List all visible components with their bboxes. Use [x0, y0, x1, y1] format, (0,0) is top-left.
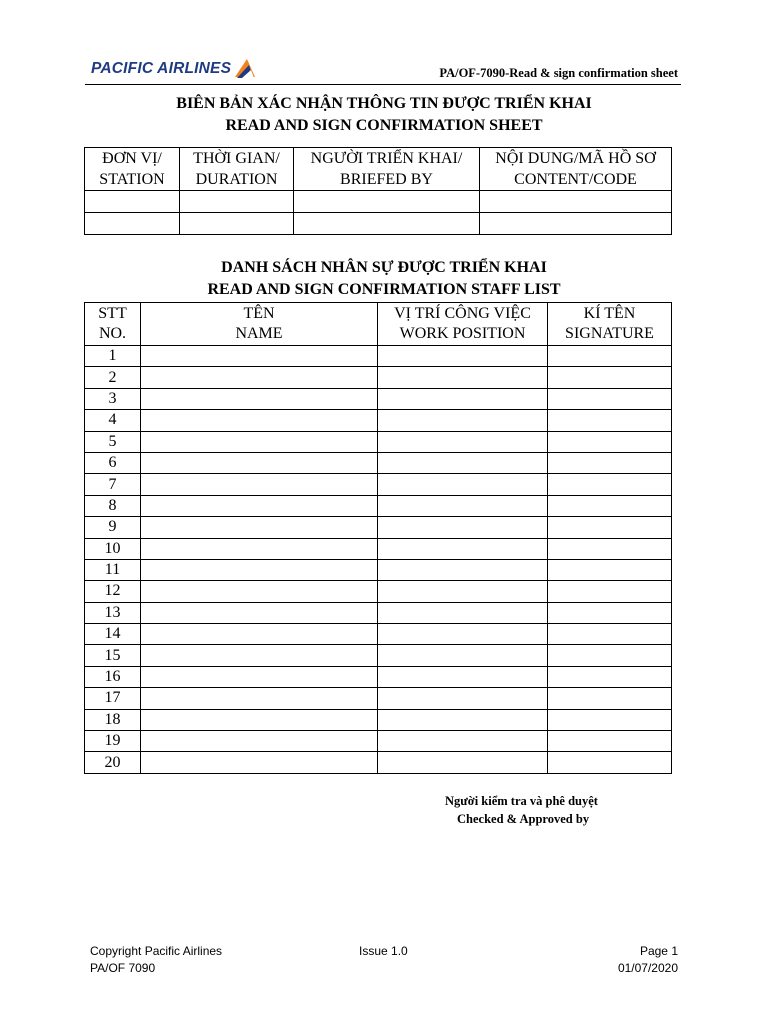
table-row — [85, 495, 672, 516]
name-cell[interactable] — [141, 602, 378, 623]
content-code-header — [480, 148, 672, 191]
no-header — [85, 303, 141, 346]
staff-list-title-en: READ AND SIGN CONFIRMATION STAFF LIST — [207, 281, 561, 298]
row-number-cell: 15 — [85, 645, 141, 666]
duration-cell[interactable] — [180, 191, 294, 213]
table-row — [85, 474, 672, 495]
name-cell[interactable] — [141, 752, 378, 773]
table-row — [85, 624, 672, 645]
header-vi: THỜI GIAN/ — [193, 150, 280, 167]
name-cell[interactable] — [141, 431, 378, 452]
header-en: WORK POSITION — [399, 325, 526, 342]
signature-cell[interactable] — [548, 666, 672, 687]
work-position-cell[interactable] — [378, 346, 548, 367]
footer-date: 01/07/2020 — [617, 961, 678, 975]
footer-copyright: Copyright Pacific Airlines — [90, 944, 223, 958]
work-position-cell[interactable] — [378, 410, 548, 431]
duration-header — [180, 148, 294, 191]
table-row — [85, 731, 672, 752]
header-vi: NGƯỜI TRIỂN KHAI/ — [310, 150, 463, 167]
briefed-by-cell[interactable] — [294, 191, 480, 213]
row-number-cell: 10 — [85, 538, 141, 559]
name-cell[interactable] — [141, 346, 378, 367]
work-position-cell[interactable] — [378, 452, 548, 473]
header-en: NAME — [235, 325, 283, 342]
footer-issue: Issue 1.0 — [359, 944, 408, 958]
header-vi: KÍ TÊN — [583, 305, 636, 322]
header-en: DURATION — [195, 171, 278, 188]
station-header — [85, 148, 180, 191]
header-en: CONTENT/CODE — [514, 171, 637, 188]
approval-label-en: Checked & Approved by — [457, 812, 590, 826]
row-number-cell: 3 — [85, 388, 141, 409]
table-row — [85, 538, 672, 559]
name-cell[interactable] — [141, 495, 378, 516]
table-row — [85, 410, 672, 431]
work-position-cell[interactable] — [378, 624, 548, 645]
approval-label-vi: Người kiểm tra và phê duyệt — [445, 794, 598, 808]
work-position-cell[interactable] — [378, 538, 548, 559]
table-row — [85, 709, 672, 730]
name-header — [141, 303, 378, 346]
row-number-cell: 17 — [85, 688, 141, 709]
name-cell[interactable] — [141, 666, 378, 687]
duration-cell[interactable] — [180, 213, 294, 235]
work-position-cell[interactable] — [378, 431, 548, 452]
table-row — [85, 645, 672, 666]
station-cell[interactable] — [85, 191, 180, 213]
staff-list-title-vi: DANH SÁCH NHÂN SỰ ĐƯỢC TRIỂN KHAI — [221, 259, 547, 276]
name-cell[interactable] — [141, 559, 378, 580]
table-row — [85, 431, 672, 452]
header-en: NO. — [98, 325, 127, 342]
work-position-cell[interactable] — [378, 752, 548, 773]
signature-cell[interactable] — [548, 431, 672, 452]
signature-cell[interactable] — [548, 731, 672, 752]
header-vi: TÊN — [243, 305, 275, 322]
signature-cell[interactable] — [548, 495, 672, 516]
row-number-cell: 5 — [85, 431, 141, 452]
row-number-cell: 16 — [85, 666, 141, 687]
station-cell[interactable] — [85, 213, 180, 235]
signature-cell[interactable] — [548, 410, 672, 431]
signature-cell[interactable] — [548, 388, 672, 409]
row-number-cell: 13 — [85, 602, 141, 623]
row-number-cell: 7 — [85, 474, 141, 495]
info-row — [85, 213, 672, 235]
row-number-cell: 14 — [85, 624, 141, 645]
work-position-cell[interactable] — [378, 688, 548, 709]
logo-text: PACIFIC AIRLINES — [91, 60, 232, 77]
table-row — [85, 388, 672, 409]
signature-cell[interactable] — [548, 474, 672, 495]
name-cell[interactable] — [141, 410, 378, 431]
staff-list-table — [84, 302, 672, 774]
work-position-cell[interactable] — [378, 495, 548, 516]
footer-page: Page 1 — [639, 944, 678, 958]
work-position-cell[interactable] — [378, 731, 548, 752]
name-cell[interactable] — [141, 709, 378, 730]
row-number-cell: 8 — [85, 495, 141, 516]
header-en: SIGNATURE — [565, 325, 654, 342]
briefed-by-cell[interactable] — [294, 213, 480, 235]
row-number-cell: 9 — [85, 517, 141, 538]
table-row — [85, 752, 672, 773]
table-row — [85, 346, 672, 367]
table-row — [85, 452, 672, 473]
footer-doc-code: PA/OF 7090 — [90, 961, 156, 975]
work-position-cell[interactable] — [378, 559, 548, 580]
signature-cell[interactable] — [548, 645, 672, 666]
signature-cell[interactable] — [548, 452, 672, 473]
table-row — [85, 666, 672, 687]
header-vi: NỘI DUNG/MÃ HỒ SƠ — [495, 150, 656, 167]
row-number-cell: 2 — [85, 367, 141, 388]
pacific-airlines-logo — [91, 56, 257, 82]
name-cell[interactable] — [141, 367, 378, 388]
work-position-cell[interactable] — [378, 367, 548, 388]
name-cell[interactable] — [141, 474, 378, 495]
document-code: PA/OF-7090-Read & sign confirmation sheet — [439, 66, 678, 80]
info-header-row — [85, 148, 672, 191]
name-cell[interactable] — [141, 452, 378, 473]
work-position-cell[interactable] — [378, 581, 548, 602]
table-row — [85, 602, 672, 623]
row-number-cell: 19 — [85, 731, 141, 752]
name-cell[interactable] — [141, 688, 378, 709]
work-position-cell[interactable] — [378, 388, 548, 409]
signature-cell[interactable] — [548, 752, 672, 773]
header-divider — [85, 84, 681, 85]
sheet-title-vi: BIÊN BẢN XÁC NHẬN THÔNG TIN ĐƯỢC TRIỂN KHAI — [176, 95, 592, 112]
signature-cell[interactable] — [548, 624, 672, 645]
name-cell[interactable] — [141, 645, 378, 666]
work-position-header — [378, 303, 548, 346]
staff-header-row — [85, 303, 672, 346]
work-position-cell[interactable] — [378, 474, 548, 495]
work-position-cell[interactable] — [378, 709, 548, 730]
name-cell[interactable] — [141, 538, 378, 559]
header-en: STATION — [99, 171, 165, 188]
briefed-by-header — [294, 148, 480, 191]
header-vi: ĐƠN VỊ/ — [102, 150, 162, 167]
table-row — [85, 559, 672, 580]
signature-cell[interactable] — [548, 602, 672, 623]
work-position-cell[interactable] — [378, 666, 548, 687]
signature-cell[interactable] — [548, 709, 672, 730]
name-cell[interactable] — [141, 624, 378, 645]
table-row — [85, 367, 672, 388]
header-vi: STT — [98, 305, 127, 322]
row-number-cell: 20 — [85, 752, 141, 773]
signature-cell[interactable] — [548, 559, 672, 580]
airline-wing-icon — [233, 57, 257, 81]
content-code-cell[interactable] — [480, 213, 672, 235]
signature-cell[interactable] — [548, 688, 672, 709]
header-en: BRIEFED BY — [340, 171, 433, 188]
signature-cell[interactable] — [548, 538, 672, 559]
work-position-cell[interactable] — [378, 645, 548, 666]
row-number-cell: 12 — [85, 581, 141, 602]
signature-cell[interactable] — [548, 517, 672, 538]
briefing-info-table — [84, 147, 672, 235]
name-cell[interactable] — [141, 388, 378, 409]
table-row — [85, 688, 672, 709]
row-number-cell: 18 — [85, 709, 141, 730]
sheet-title-en: READ AND SIGN CONFIRMATION SHEET — [225, 117, 543, 134]
header-vi: VỊ TRÍ CÔNG VIỆC — [394, 305, 531, 322]
content-code-cell[interactable] — [480, 191, 672, 213]
row-number-cell: 6 — [85, 452, 141, 473]
signature-header — [548, 303, 672, 346]
info-row — [85, 191, 672, 213]
staff-rows — [85, 346, 672, 774]
name-cell[interactable] — [141, 581, 378, 602]
row-number-cell: 4 — [85, 410, 141, 431]
signature-cell[interactable] — [548, 367, 672, 388]
table-row — [85, 581, 672, 602]
name-cell[interactable] — [141, 517, 378, 538]
work-position-cell[interactable] — [378, 517, 548, 538]
table-row — [85, 517, 672, 538]
row-number-cell: 11 — [85, 559, 141, 580]
signature-cell[interactable] — [548, 346, 672, 367]
name-cell[interactable] — [141, 731, 378, 752]
row-number-cell: 1 — [85, 346, 141, 367]
signature-cell[interactable] — [548, 581, 672, 602]
work-position-cell[interactable] — [378, 602, 548, 623]
